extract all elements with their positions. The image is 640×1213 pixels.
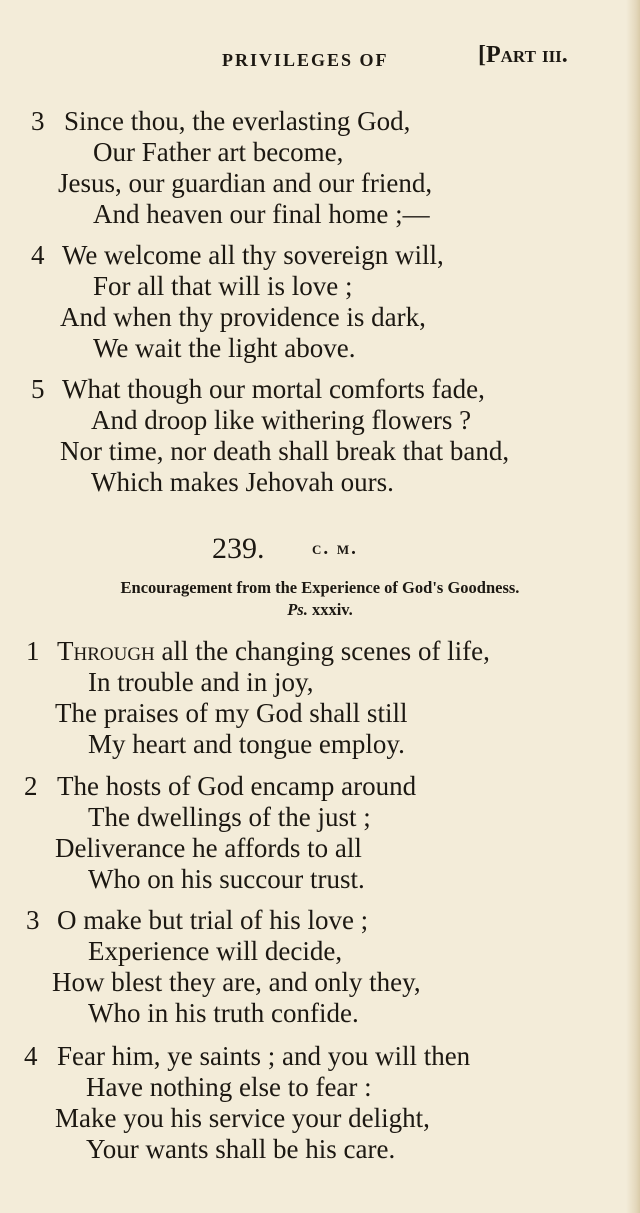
hymn-scripture: [0, 600, 640, 620]
verse-line: Our Father art become,: [93, 137, 344, 167]
stanza-number: 3: [26, 905, 40, 935]
verse-line: The praises of my God shall still: [55, 698, 408, 728]
verse-line: Who in his truth confide.: [88, 998, 359, 1028]
verse-line: And droop like withering flowers ?: [91, 405, 472, 435]
verse-line: The dwellings of the just ;: [88, 802, 371, 832]
hymn-stanza-3: [0, 905, 640, 1029]
verse-line-rest: all the changing scenes of life,: [154, 636, 490, 666]
verse-line: We welcome all thy sovereign will,: [62, 240, 444, 270]
verse-line: And heaven our final home ;—: [93, 199, 430, 229]
verse-line: Who on his succour trust.: [88, 864, 365, 894]
first-word: Through: [57, 636, 155, 666]
verse-line: Nor time, nor death shall break that band,: [60, 436, 510, 466]
verse-line: O make but trial of his love ;: [57, 905, 369, 935]
stanza-number: 2: [24, 771, 38, 801]
stanza-number: 4: [24, 1041, 38, 1071]
scripture-ref: xxxiv.: [307, 600, 353, 619]
running-head: [0, 44, 640, 80]
hymn-stanza-4: [0, 1041, 640, 1165]
running-head-title: PRIVILEGES OF: [222, 50, 389, 70]
verse-line: Which makes Jehovah ours.: [91, 467, 394, 497]
verse-line: Fear him, ye saints ; and you will then: [57, 1041, 471, 1071]
verse-line: Have nothing else to fear :: [86, 1072, 372, 1102]
hymn-meter: c. m.: [312, 538, 358, 559]
verse-line: In trouble and in joy,: [88, 667, 314, 697]
stanza-number: 3: [31, 106, 45, 136]
stanza-number: 5: [31, 374, 45, 404]
scripture-prefix: Ps.: [287, 600, 308, 619]
hymn-subject: Encouragement from the Experience of God's Goodness.: [120, 578, 520, 597]
stanza-number: 4: [31, 240, 45, 270]
verse-line: Your wants shall be his care.: [86, 1134, 396, 1164]
verse-line: [57, 636, 490, 667]
verse-line: Jesus, our guardian and our friend,: [58, 168, 433, 198]
prev-stanza-4: [0, 240, 640, 364]
verse-line: For all that will is love ;: [93, 271, 353, 301]
verse-line: Deliverance he affords to all: [55, 833, 362, 863]
verse-line: Make you his service your delight,: [55, 1103, 430, 1133]
verse-line: Experience will decide,: [88, 936, 343, 966]
verse-line: We wait the light above.: [93, 333, 356, 363]
prev-stanza-3: [0, 106, 640, 230]
verse-line: My heart and tongue employ.: [88, 729, 405, 759]
hymn-number: 239.: [212, 532, 265, 565]
verse-line: What though our mortal comforts fade,: [62, 374, 485, 404]
hymn-stanza-2: [0, 771, 640, 895]
running-head-part: [Part iii.: [478, 42, 568, 68]
hymn-stanza-1: [0, 636, 640, 760]
stanza-number: 1: [26, 636, 40, 666]
verse-line: How blest they are, and only they,: [52, 967, 421, 997]
prev-stanza-5: [0, 374, 640, 498]
verse-line: Since thou, the everlasting God,: [64, 106, 411, 136]
verse-line: And when thy providence is dark,: [60, 302, 426, 332]
verse-line: The hosts of God encamp around: [57, 771, 417, 801]
